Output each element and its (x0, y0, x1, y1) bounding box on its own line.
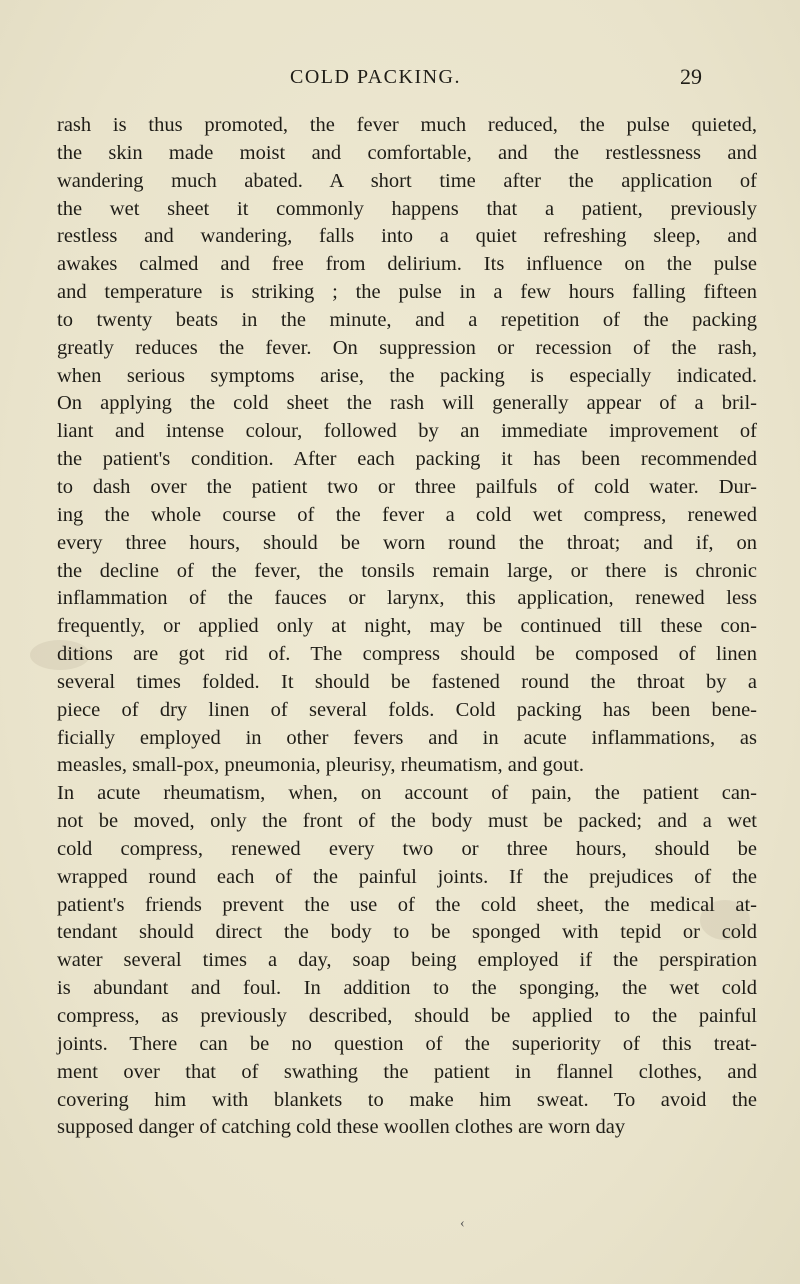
text-line: ment over that of swathing the patient in flannel clothes, and (57, 1060, 757, 1083)
text-line: the decline of the fever, the tonsils remain large, or there is chronic (57, 559, 757, 582)
text-line: ficially employed in other fevers and in acute inflammations, as (57, 726, 757, 749)
page-number: 29 (680, 64, 702, 89)
printer-mark: ‹ (460, 1216, 465, 1231)
text-line: patient's friends prevent the use of the cold sheet, the medical at- (57, 893, 757, 916)
text-line: water several times a day, soap being employed if the perspiration (57, 949, 757, 972)
text-line: liant and intense colour, followed by an immediate improvement of (57, 420, 757, 443)
text-line: not be moved, only the front of the body must be packed; and a wet (57, 810, 757, 833)
body-text (57, 112, 757, 1142)
text-line: awakes calmed and free from delirium. Its influence on the pulse (57, 253, 757, 276)
text-line: is abundant and foul. In addition to the sponging, the wet cold (57, 977, 757, 1000)
text-line: when serious symptoms arise, the packing is especially indicated. (57, 364, 757, 387)
text-line: rash is thus promoted, the fever much reduced, the pulse quieted, (57, 114, 757, 136)
text-line: piece of dry linen of several folds. Cold packing has been bene- (57, 698, 757, 721)
text-line: tendant should direct the body to be sponged with tepid or cold (57, 921, 757, 944)
text-line: and temperature is striking ; the pulse in a few hours falling fifteen (57, 281, 757, 304)
text-line: ing the whole course of the fever a cold wet compress, renewed (57, 503, 757, 526)
running-head (0, 62, 800, 92)
text-line: several times folded. It should be fastened round the throat by a (57, 670, 757, 693)
text-line: inflammation of the fauces or larynx, this application, renewed less (57, 587, 757, 610)
text-line: wrapped round each of the painful joints. If the prejudices of the (57, 865, 757, 888)
text-line: In acute rheumatism, when, on account of pain, the patient can- (57, 782, 757, 805)
text-line: to twenty beats in the minute, and a repetition of the packing (57, 308, 757, 331)
text-line: ditions are got rid of. The compress should be composed of linen (57, 643, 757, 666)
text-line: to dash over the patient two or three pailfuls of cold water. Dur- (57, 475, 757, 498)
text-line: the wet sheet it commonly happens that a patient, previously (57, 197, 757, 220)
text-line: frequently, or applied only at night, may be continued till these con- (57, 615, 757, 638)
running-title: COLD PACKING. (290, 66, 462, 88)
text-line: supposed danger of catching cold these woollen clothes are worn day (57, 1116, 626, 1139)
text-line: cold compress, renewed every two or three hours, should be (57, 837, 757, 860)
text-line: measles, small-pox, pneumonia, pleurisy, rheumatism, and gout. (57, 754, 585, 777)
text-line: greatly reduces the fever. On suppression or recession of the rash, (57, 336, 757, 359)
text-line: compress, as previously described, should be applied to the painful (57, 1005, 757, 1027)
text-line: joints. There can be no question of the superiority of this treat- (57, 1032, 757, 1055)
text-line: the skin made moist and comfortable, and the restlessness and (57, 141, 757, 164)
text-line: restless and wandering, falls into a quiet refreshing sleep, and (57, 225, 757, 248)
text-line: every three hours, should be worn round the throat; and if, on (57, 531, 757, 554)
text-line: covering him with blankets to make him sweat. To avoid the (57, 1088, 757, 1111)
text-line: the patient's condition. After each packing it has been recommended (57, 448, 757, 471)
text-line: wandering much abated. A short time after the application of (57, 169, 757, 192)
text-line: On applying the cold sheet the rash will generally appear of a bril- (57, 392, 757, 415)
